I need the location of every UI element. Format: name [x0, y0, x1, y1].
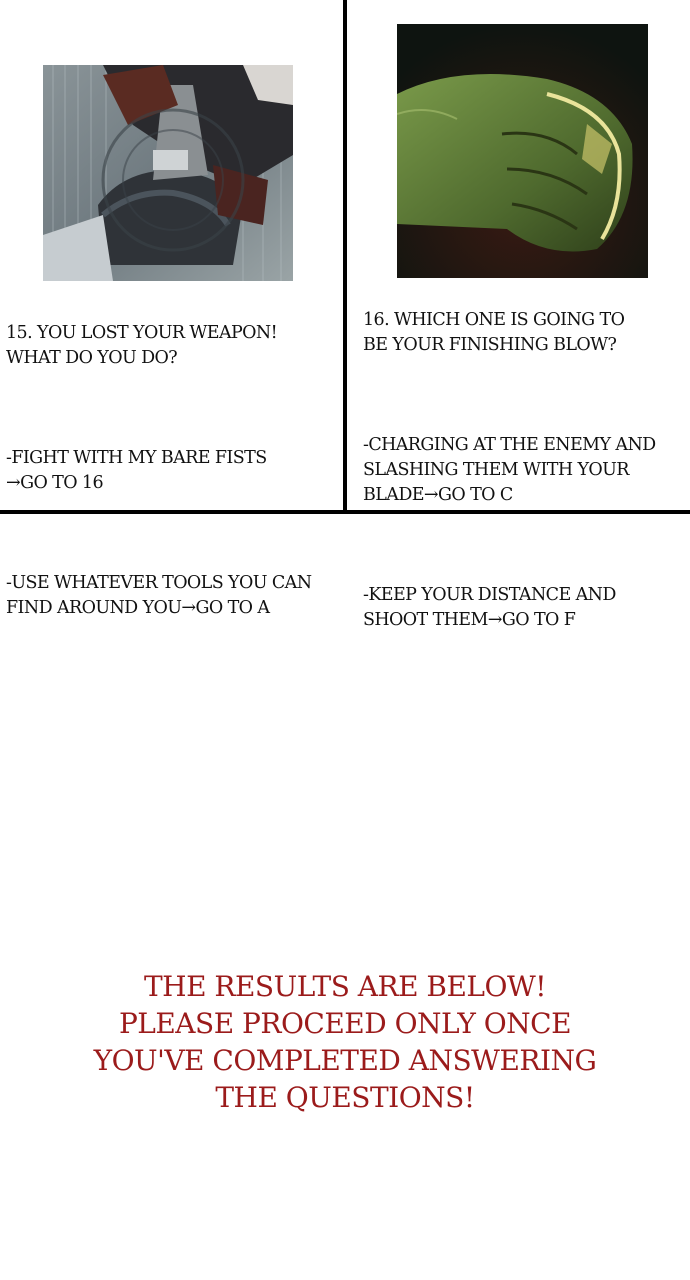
hand-gripping-hilt-illustration	[43, 65, 293, 281]
question-15-option-b: -USE WHATEVER TOOLS YOU CAN FIND AROUND YOU→GO TO A	[6, 573, 312, 618]
panel-grid	[0, 0, 690, 630]
question-15-title: 15. YOU LOST YOUR WEAPON! WHAT DO YOU DO?	[6, 323, 278, 368]
clenched-fist-illustration	[397, 24, 648, 278]
results-notice: THE RESULTS ARE BELOW! PLEASE PROCEED ONLY ONCE YOU'VE COMPLETED ANSWERING THE QUESTIONS!	[93, 970, 597, 1114]
question-16	[363, 283, 685, 658]
question-15	[6, 296, 336, 646]
question-16-option-a: -CHARGING AT THE ENEMY AND SLASHING THEM WITH YOUR BLADE→GO TO C	[363, 435, 656, 505]
question-16-option-b: -KEEP YOUR DISTANCE AND SHOOT THEM→GO TO F	[363, 585, 616, 630]
question-15-option-a: -FIGHT WITH MY BARE FISTS →GO TO 16	[6, 448, 267, 493]
panel-divider-vertical	[343, 0, 347, 512]
question-16-title: 16. WHICH ONE IS GOING TO BE YOUR FINISHING BLOW?	[363, 310, 625, 355]
